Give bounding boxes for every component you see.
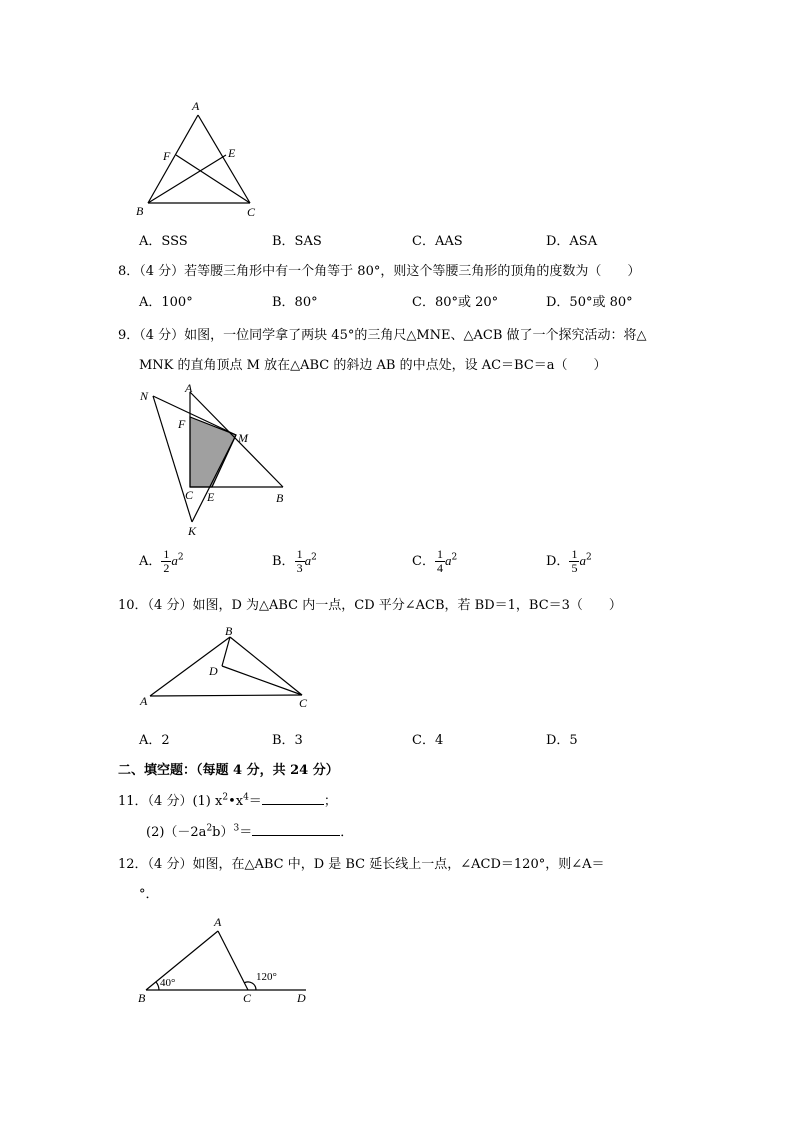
q10-label-D: D	[209, 664, 218, 678]
q9-shaded-quadrilateral	[190, 417, 236, 487]
q7-label-B: B	[136, 204, 144, 218]
q10-option-c: C．4	[412, 733, 444, 748]
q12-label-A: A	[214, 915, 222, 929]
q12-label-C: C	[243, 991, 252, 1005]
q7-label-E: E	[228, 146, 236, 160]
q7-option-d: D．ASA	[546, 234, 598, 249]
q9-option-c: C． $\frac{1}{4}$ $a^2$	[412, 547, 458, 575]
q11-line1: 11．（4 分）(1) $x^2•x^4=$ ；	[118, 792, 337, 809]
q9-label-F: F	[178, 417, 186, 431]
q9-option-b: B． $\frac{1}{3}$ $a^2$	[272, 547, 317, 575]
q8-option-a: A．100°	[139, 295, 193, 310]
q10-option-b: B．3	[272, 733, 303, 748]
q9-label-M: M	[238, 431, 248, 445]
q11-answer-blank-2[interactable]	[252, 823, 340, 836]
q10-figure	[130, 620, 320, 715]
q9-figure	[130, 378, 305, 538]
q12-figure	[130, 910, 330, 1010]
q9-option-d: D． $\frac{1}{5}$ $a^2$	[546, 547, 592, 575]
q9-label-C: C	[185, 488, 194, 502]
q9-stem-line2: MNK 的直角顶点 M 放在△ABC 的斜边 AB 的中点处，设 AC＝BC＝a（ ）	[139, 358, 607, 373]
q9-label-A: A	[185, 381, 193, 395]
q12-label-B: B	[138, 991, 146, 1005]
section-2-heading: 二、填空题：（每题 4 分，共 24 分）	[118, 763, 339, 778]
q12-angle-B-label: 40°	[160, 977, 176, 989]
q10-label-A: A	[140, 694, 148, 708]
q9-label-E: E	[207, 490, 215, 504]
q7-label-A: A	[192, 99, 200, 113]
q11-answer-blank-1[interactable]	[262, 792, 324, 805]
q10-label-B: B	[225, 624, 233, 638]
q9-label-N: N	[140, 389, 149, 403]
q10-label-C: C	[299, 696, 308, 710]
q7-option-c: C．AAS	[412, 234, 463, 249]
q8-option-d: D．50°或 80°	[546, 295, 633, 310]
q12-stem-line1: 12．（4 分）如图，在△ABC 中，D 是 BC 延长线上一点，∠ACD＝120°，则∠A＝	[118, 857, 605, 872]
q9-stem-line1: 9．（4 分）如图，一位同学拿了两块 45°的三角尺△MNE、△ACB 做了一个探究活动：将△	[118, 328, 647, 343]
q10-option-a: A．2	[139, 733, 170, 748]
q12-angle-ACD-label: 120°	[256, 971, 277, 983]
q10-stem: 10．（4 分）如图，D 为△ABC 内一点，CD 平分∠ACB，若 BD＝1，BC＝3（ ）	[118, 598, 622, 613]
q8-stem: 8．（4 分）若等腰三角形中有一个角等于 80°，则这个等腰三角形的顶角的度数为（ ）	[118, 264, 641, 279]
q7-figure	[130, 95, 270, 225]
q9-label-B: B	[276, 491, 284, 505]
q8-option-c: C．80°或 20°	[412, 295, 499, 310]
q11-line2: $(2)(-2a^2b)^3=$ ．	[146, 823, 354, 840]
q7-label-C: C	[247, 205, 256, 219]
q10-option-d: D．5	[546, 733, 578, 748]
q9-option-a: A． $\frac{1}{2}$ $a^2$	[139, 547, 184, 575]
q12-label-D: D	[297, 991, 306, 1005]
q9-label-K: K	[188, 524, 197, 538]
q7-label-F: F	[163, 149, 171, 163]
q12-stem-line2: °．	[139, 887, 159, 902]
q8-option-b: B．80°	[272, 295, 318, 310]
q7-option-a: A．SSS	[139, 234, 188, 249]
q7-option-b: B．SAS	[272, 234, 322, 249]
